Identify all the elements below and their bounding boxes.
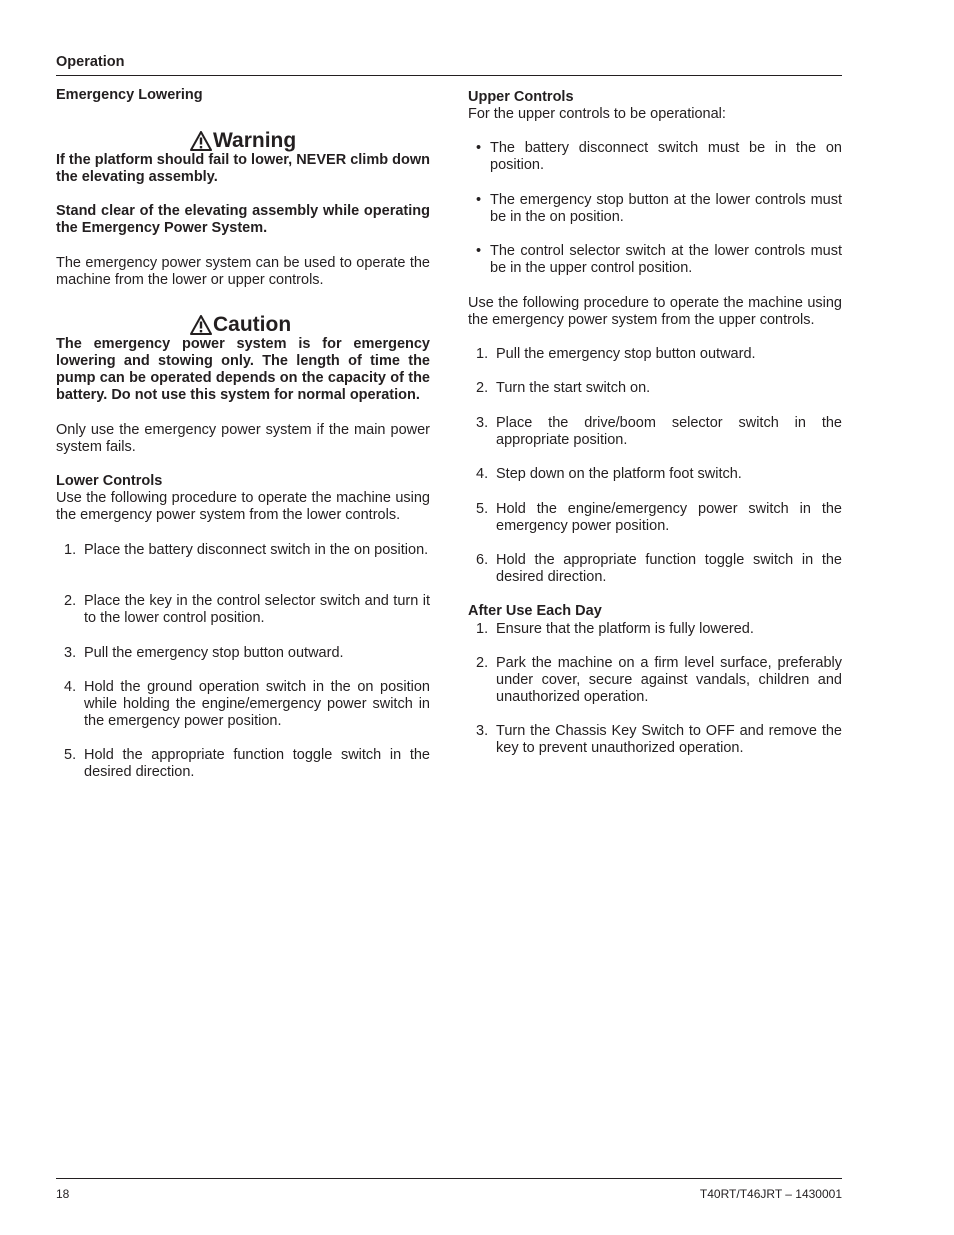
bullet-item-text: The control selector switch at the lower controls must be in the upper control position.: [490, 243, 842, 276]
list-item-text: Hold the ground operation switch in the on position while holding the engine/emergency power switch in the emergency power position.: [84, 679, 430, 729]
bullet-item-text: The emergency stop button at the lower controls must be in the on position.: [490, 192, 842, 225]
caution-text: The emergency power system is for emergency lowering and stowing only. The length of time the pump can be operated depends on the capacity of the battery. Do not use this system for normal operation.: [56, 336, 430, 403]
list-item-text: Step down on the platform foot switch.: [496, 466, 742, 482]
bullet: •: [476, 140, 482, 156]
list-number: 1.: [476, 621, 489, 637]
lower-controls-intro: Use the following procedure to operate the machine using the emergency power system from the lower controls.: [56, 490, 430, 523]
bullet-item-text: The battery disconnect switch must be in the on position.: [490, 140, 842, 173]
list-item-text: Pull the emergency stop button outward.: [496, 346, 756, 362]
bullet: •: [476, 243, 482, 259]
warning-text-2: Stand clear of the elevating assembly while operating the Emergency Power System.: [56, 203, 430, 236]
warning-heading: [190, 129, 296, 153]
list-item-text: Turn the Chassis Key Switch to OFF and remove the key to prevent unauthorized operation.: [496, 723, 842, 756]
list-item: [476, 466, 842, 483]
list-item: [64, 747, 430, 781]
list-item: [476, 501, 842, 535]
list-item-text: Place the key in the control selector switch and turn it to the lower control position.: [84, 593, 430, 626]
list-item-text: Place the drive/boom selector switch in the appropriate position.: [496, 415, 842, 448]
list-item-text: Pull the emergency stop button outward.: [84, 645, 344, 661]
list-number: 3.: [64, 645, 77, 661]
list-item-text: Turn the start switch on.: [496, 380, 651, 396]
list-item: [64, 593, 430, 627]
bullet-item: [476, 140, 842, 174]
list-item: [476, 621, 842, 638]
page-number: 18: [56, 1187, 70, 1201]
lower-controls-title: Lower Controls: [56, 473, 163, 489]
bullet-item: [476, 243, 842, 277]
list-number: 2.: [476, 655, 489, 671]
list-number: 6.: [476, 552, 489, 568]
section-header: Operation: [56, 54, 125, 70]
list-item-text: Park the machine on a firm level surface, preferably under cover, secure against vandals, children and unauthorized operation.: [496, 655, 842, 705]
header-rule: [56, 75, 842, 76]
after-use-title: After Use Each Day: [468, 603, 602, 619]
list-number: 4.: [64, 679, 77, 695]
warning-heading-text: Warning: [213, 129, 297, 152]
intro-paragraph: The emergency power system can be used to operate the machine from the lower or upper controls.: [56, 255, 430, 288]
bullet-item: [476, 192, 842, 226]
warning-icon: [190, 131, 212, 151]
list-item-text: Hold the engine/emergency power switch in the emergency power position.: [496, 501, 842, 534]
caution-icon: [190, 315, 212, 335]
list-number: 2.: [64, 593, 77, 609]
list-item: [476, 655, 842, 706]
list-item-text: Ensure that the platform is fully lowered.: [496, 621, 754, 637]
footer-rule: [56, 1178, 842, 1179]
list-item: [476, 723, 842, 757]
caution-heading-text: Caution: [213, 313, 292, 336]
list-item-text: Hold the appropriate function toggle switch in the desired direction.: [496, 552, 842, 585]
list-item: [476, 415, 842, 449]
footer-model: T40RT/T46JRT – 1430001: [699, 1187, 842, 1201]
list-item: [64, 645, 430, 662]
list-item: [476, 346, 842, 363]
list-number: 1.: [476, 346, 489, 362]
list-number: 1.: [64, 542, 77, 558]
warning-text-1: If the platform should fail to lower, NEVER climb down the elevating assembly.: [56, 152, 430, 185]
only-use-paragraph: Only use the emergency power system if the main power system fails.: [56, 422, 430, 455]
list-item-text: Place the battery disconnect switch in the on position.: [84, 542, 429, 558]
list-item: [64, 679, 430, 730]
upper-procedure-intro: Use the following procedure to operate the machine using the emergency power system from the upper controls.: [468, 295, 842, 328]
list-number: 5.: [64, 747, 77, 763]
upper-controls-title: Upper Controls: [468, 89, 574, 105]
list-item-text: Hold the appropriate function toggle switch in the desired direction.: [84, 747, 430, 780]
list-number: 5.: [476, 501, 489, 517]
upper-controls-intro: For the upper controls to be operational:: [468, 106, 726, 122]
caution-heading: [190, 313, 291, 337]
list-item: [476, 552, 842, 586]
list-number: 3.: [476, 723, 489, 739]
list-number: 3.: [476, 415, 489, 431]
list-item: [64, 542, 430, 559]
bullet: •: [476, 192, 482, 208]
list-number: 4.: [476, 466, 489, 482]
list-number: 2.: [476, 380, 489, 396]
list-item: [476, 380, 842, 397]
section-title: Emergency Lowering: [56, 87, 203, 103]
